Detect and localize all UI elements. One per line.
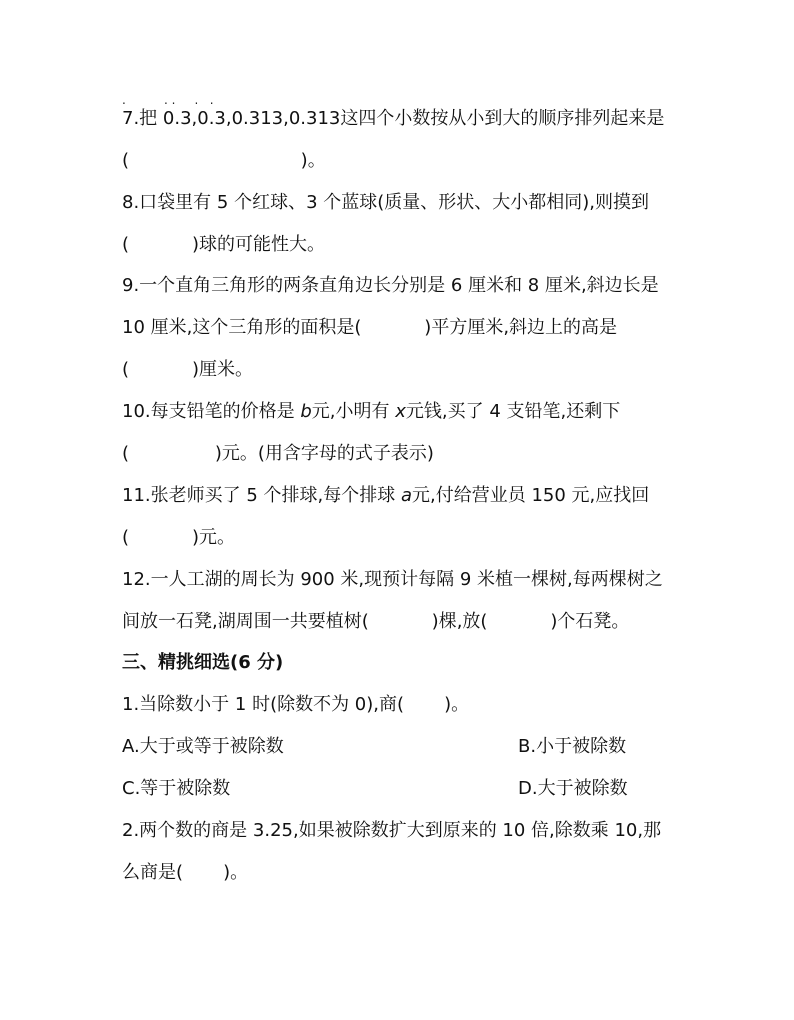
q10-var-x: x	[395, 401, 406, 422]
s3q1-option-d: D.大于被除数	[518, 778, 628, 799]
q10-text-b: 元,小明有	[311, 401, 396, 422]
q10-text-c: 元钱,买了 4 支铅笔,还剩下	[405, 401, 621, 422]
q7-line2: ( )。	[122, 150, 326, 171]
q12-line2: 间放一石凳,湖周围一共要植树( )棵,放( )个石凳。	[122, 611, 630, 632]
s3q1-option-row2	[122, 777, 628, 801]
q8-line1: 8.口袋里有 5 个红球、3 个蓝球(质量、形状、大小都相同),则摸到	[122, 192, 650, 213]
s3q1-stem: 1.当除数小于 1 时(除数不为 0),商( )。	[122, 694, 470, 715]
repeating-decimal-dots: . . . . .	[122, 93, 214, 107]
s3q1-option-row1	[122, 735, 627, 759]
s3q1-option-c: C.等于被除数	[122, 778, 231, 799]
s3q1-option-b: B.小于被除数	[518, 736, 627, 757]
q11-text-a: 11.张老师买了 5 个排球,每个排球	[122, 485, 401, 506]
q7-line1: 7.把 0.3,0.3,0.313,0.313这四个小数按从小到大的顺序排列起来是	[122, 108, 665, 129]
q9-line1: 9.一个直角三角形的两条直角边长分别是 6 厘米和 8 厘米,斜边长是	[122, 275, 659, 296]
q10-line2: ( )元。(用含字母的式子表示)	[122, 443, 434, 464]
q9-line2: 10 厘米,这个三角形的面积是( )平方厘米,斜边上的高是	[122, 317, 618, 338]
q8-line2: ( )球的可能性大。	[122, 234, 325, 255]
q11-var-a: a	[400, 485, 412, 506]
s3q1-option-a: A.大于或等于被除数	[122, 736, 284, 757]
section3-title: 三、精挑细选(6 分)	[122, 652, 284, 673]
s3q2-line2: 么商是( )。	[122, 862, 249, 883]
q10-text-a: 10.每支铅笔的价格是	[122, 401, 301, 422]
q11-line1	[122, 484, 649, 508]
q11-text-b: 元,付给营业员 150 元,应找回	[412, 485, 650, 506]
q10-line1	[122, 400, 620, 424]
q10-var-b: b	[300, 401, 312, 422]
q9-line3: ( )厘米。	[122, 359, 253, 380]
q11-line2: ( )元。	[122, 527, 235, 548]
q12-line1: 12.一人工湖的周长为 900 米,现预计每隔 9 米植一棵树,每两棵树之	[122, 569, 663, 590]
s3q2-line1: 2.两个数的商是 3.25,如果被除数扩大到原来的 10 倍,除数乘 10,那	[122, 820, 662, 841]
